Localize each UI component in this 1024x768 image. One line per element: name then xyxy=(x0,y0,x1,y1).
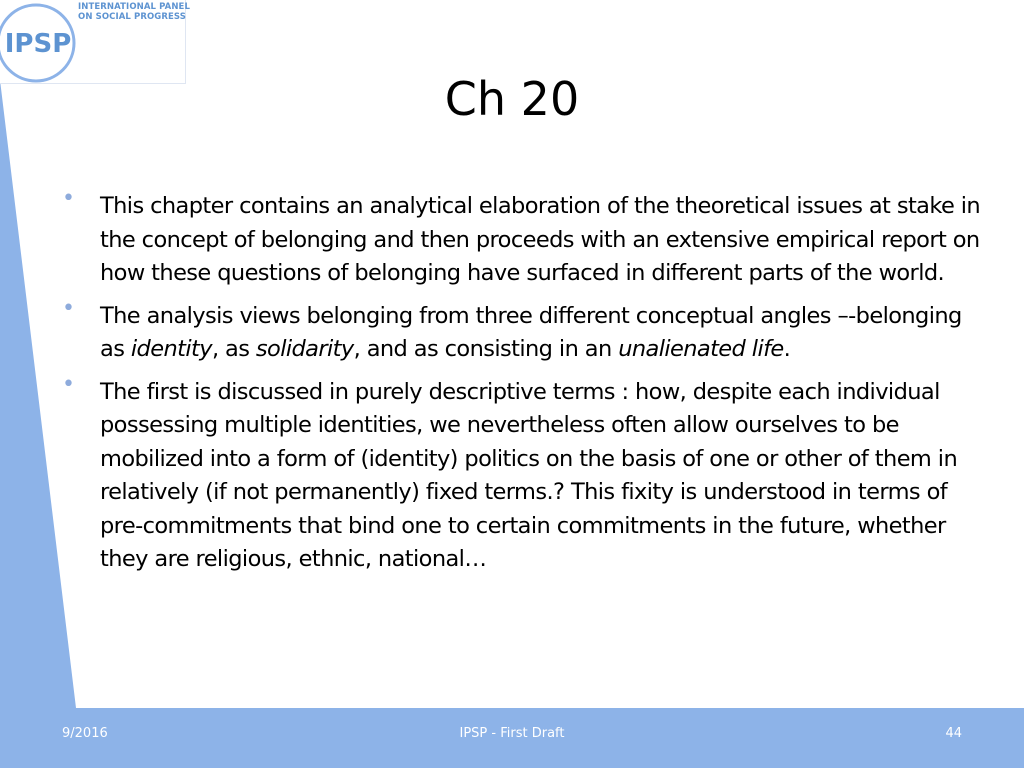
logo-acronym: IPSP xyxy=(4,29,72,59)
footer-center-text: IPSP - First Draft xyxy=(459,726,565,741)
bullet-dot-icon: • xyxy=(62,186,75,211)
slide-footer xyxy=(0,708,1024,768)
bullet-emphasis: unalienated life xyxy=(618,336,784,362)
bullet-item xyxy=(62,371,982,577)
bullet-dot-icon: • xyxy=(62,295,75,321)
bullet-text xyxy=(100,300,982,367)
bullet-emphasis: identity xyxy=(130,336,212,362)
bullet-text-run: The first is discussed in purely descriptive terms : how, despite each individual possessing multiple identities, we nevertheless often allow ourselves to be mobilized into a form of (identity) politics on the basis of one or other of them in relatively (if not permanently) fixed terms.? This fixity is understood in terms of pre-commitments that bind one to certain commitments in the future, whether they are religious, ethnic, national… xyxy=(100,378,958,572)
bullet-item xyxy=(62,186,982,291)
logo-organization-name xyxy=(78,3,188,22)
bullet-text-run: . xyxy=(783,336,791,362)
logo-line-1: INTERNATIONAL PANEL xyxy=(78,2,190,12)
bullet-text xyxy=(100,376,982,577)
bullet-text-run: , as xyxy=(211,336,256,362)
bullet-emphasis: solidarity xyxy=(255,336,354,362)
footer-page-number: 44 xyxy=(945,726,962,741)
bullet-text-run: This chapter contains an analytical elaboration of the theoretical issues at stake in the concept of belonging and then proceeds with an extensive empirical report on how these questions of belonging have surfaced in different parts of the world. xyxy=(100,193,981,286)
bullet-item xyxy=(62,295,982,367)
bullet-text xyxy=(100,190,982,291)
bullet-text-run: , and as consisting in an xyxy=(353,336,619,362)
footer-date: 9/2016 xyxy=(62,726,108,741)
bullet-list xyxy=(62,186,982,586)
slide-title: Ch 20 xyxy=(444,72,580,126)
bullet-text-run: The analysis views belonging from three different conceptual angles –-belonging as xyxy=(100,302,962,362)
logo-line-2: ON SOCIAL PROGRESS xyxy=(78,11,186,22)
bullet-dot-icon: • xyxy=(62,371,75,397)
